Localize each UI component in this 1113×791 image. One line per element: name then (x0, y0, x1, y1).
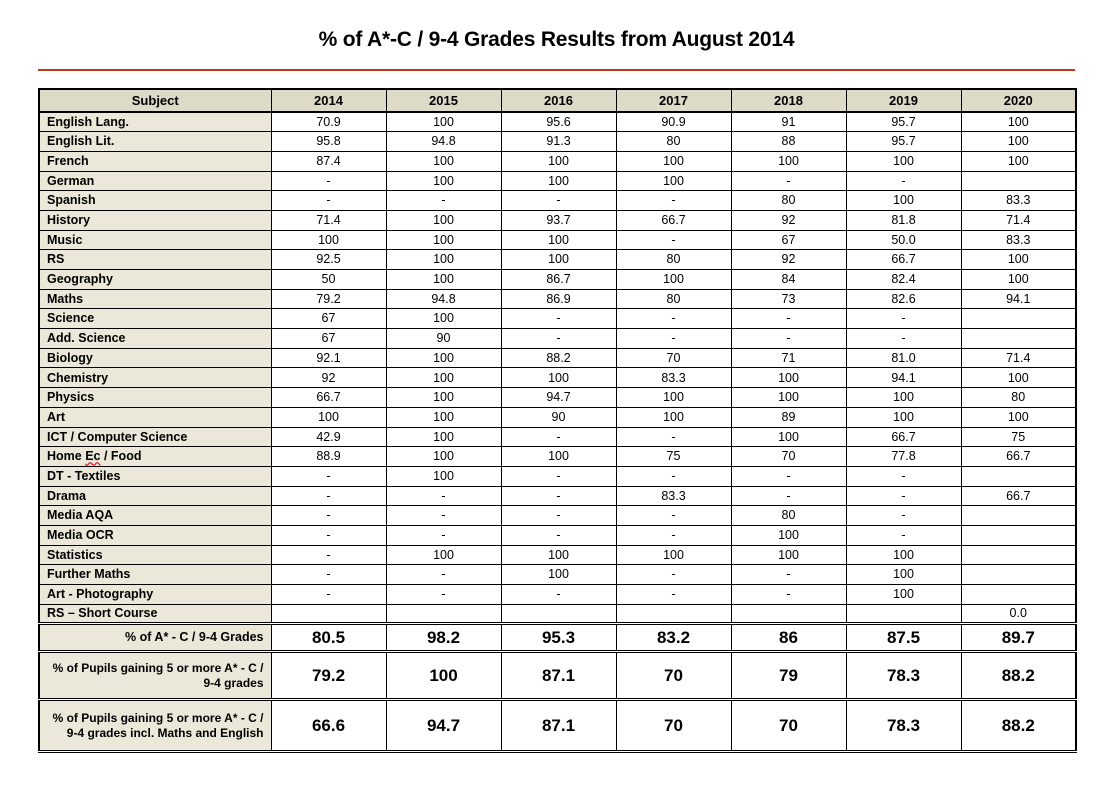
subject-label: Statistics (39, 545, 271, 565)
grade-cell-2018: 73 (731, 289, 846, 309)
summary-value-2016: 95.3 (501, 624, 616, 652)
table-row (39, 388, 1076, 408)
table-row (39, 486, 1076, 506)
grade-cell-2014: - (271, 191, 386, 211)
table-row (39, 466, 1076, 486)
summary-value-2019: 78.3 (846, 700, 961, 752)
subject-label: Further Maths (39, 565, 271, 585)
grade-cell-2017: - (616, 230, 731, 250)
grade-cell-2017: 100 (616, 151, 731, 171)
subject-label: ICT / Computer Science (39, 427, 271, 447)
table-row (39, 230, 1076, 250)
grade-cell-2018: 89 (731, 407, 846, 427)
grade-cell-2019: 100 (846, 585, 961, 605)
grade-cell-2017: 83.3 (616, 368, 731, 388)
grade-cell-2017: 100 (616, 270, 731, 290)
grades-table (38, 88, 1077, 753)
grade-cell-2017: - (616, 309, 731, 329)
grade-cell-2015: - (386, 191, 501, 211)
grade-cell-2017: 80 (616, 289, 731, 309)
subject-label: Geography (39, 270, 271, 290)
grade-cell-2016: 100 (501, 250, 616, 270)
grade-cell-2015: 100 (386, 466, 501, 486)
grade-cell-2020: 100 (961, 368, 1076, 388)
grade-cell-2019: 100 (846, 191, 961, 211)
subject-label: RS (39, 250, 271, 270)
subject-label: Spanish (39, 191, 271, 211)
grade-cell-2014: 92.1 (271, 348, 386, 368)
grade-cell-2017: - (616, 329, 731, 349)
grade-cell-2017: - (616, 191, 731, 211)
table-row (39, 368, 1076, 388)
table-row (39, 604, 1076, 624)
grade-cell-2019: 77.8 (846, 447, 961, 467)
grade-cell-2020 (961, 506, 1076, 526)
grade-cell-2015: - (386, 506, 501, 526)
grade-cell-2015: - (386, 565, 501, 585)
grade-cell-2018: - (731, 486, 846, 506)
grade-cell-2017: - (616, 565, 731, 585)
grade-cell-2014 (271, 604, 386, 624)
grade-cell-2019: 66.7 (846, 427, 961, 447)
grade-cell-2016: 95.6 (501, 112, 616, 132)
table-row (39, 585, 1076, 605)
grade-cell-2015: - (386, 486, 501, 506)
grade-cell-2019: 50.0 (846, 230, 961, 250)
grade-cell-2016: - (501, 329, 616, 349)
table-row (39, 506, 1076, 526)
grade-cell-2018: 100 (731, 545, 846, 565)
grade-cell-2015: 100 (386, 230, 501, 250)
grade-cell-2015: 100 (386, 545, 501, 565)
summary-value-2014: 80.5 (271, 624, 386, 652)
summary-value-2020: 89.7 (961, 624, 1076, 652)
grade-cell-2019: - (846, 171, 961, 191)
grade-cell-2016: - (501, 585, 616, 605)
grade-cell-2017: 80 (616, 132, 731, 152)
table-row (39, 270, 1076, 290)
table-row (39, 191, 1076, 211)
grade-cell-2017: 83.3 (616, 486, 731, 506)
grade-cell-2019: 100 (846, 407, 961, 427)
grade-cell-2020 (961, 466, 1076, 486)
grade-cell-2018: 100 (731, 388, 846, 408)
grade-cell-2015: 90 (386, 329, 501, 349)
table-row (39, 309, 1076, 329)
table-row (39, 427, 1076, 447)
grade-cell-2014: 42.9 (271, 427, 386, 447)
grade-cell-2020: 71.4 (961, 348, 1076, 368)
grade-cell-2020: 100 (961, 112, 1076, 132)
grade-cell-2016: 86.7 (501, 270, 616, 290)
grade-cell-2016: - (501, 309, 616, 329)
grade-cell-2015: 100 (386, 407, 501, 427)
table-row (39, 545, 1076, 565)
header-row (39, 89, 1076, 112)
grade-cell-2016: 91.3 (501, 132, 616, 152)
grade-cell-2018: 100 (731, 427, 846, 447)
grade-cell-2018: - (731, 329, 846, 349)
grade-cell-2016: 90 (501, 407, 616, 427)
grade-cell-2017: 80 (616, 250, 731, 270)
grade-cell-2015: - (386, 525, 501, 545)
grade-cell-2017: 75 (616, 447, 731, 467)
column-header-2015: 2015 (386, 89, 501, 112)
summary-row (39, 700, 1076, 752)
grade-cell-2018: 92 (731, 250, 846, 270)
grade-cell-2018: - (731, 309, 846, 329)
table-row (39, 132, 1076, 152)
summary-value-2020: 88.2 (961, 652, 1076, 700)
grade-cell-2020: 100 (961, 270, 1076, 290)
grade-cell-2018: - (731, 466, 846, 486)
grade-cell-2014: 67 (271, 329, 386, 349)
subject-label: Maths (39, 289, 271, 309)
table-row (39, 210, 1076, 230)
grade-cell-2017 (616, 604, 731, 624)
subject-label: DT - Textiles (39, 466, 271, 486)
grade-cell-2014: - (271, 466, 386, 486)
column-header-2020: 2020 (961, 89, 1076, 112)
table-row (39, 407, 1076, 427)
grade-cell-2020 (961, 585, 1076, 605)
grade-cell-2020: 66.7 (961, 486, 1076, 506)
grade-cell-2018: 88 (731, 132, 846, 152)
summary-value-2018: 79 (731, 652, 846, 700)
grade-cell-2017: 100 (616, 407, 731, 427)
summary-value-2015: 94.7 (386, 700, 501, 752)
subject-label: Art (39, 407, 271, 427)
grade-cell-2017: - (616, 466, 731, 486)
summary-value-2019: 87.5 (846, 624, 961, 652)
grade-cell-2015: 100 (386, 171, 501, 191)
grade-cell-2014: - (271, 525, 386, 545)
grade-cell-2020 (961, 329, 1076, 349)
grade-cell-2016: 100 (501, 565, 616, 585)
grade-cell-2019: 66.7 (846, 250, 961, 270)
summary-label: % of Pupils gaining 5 or more A* - C / 9-4 grades (39, 652, 271, 700)
grade-cell-2014: 87.4 (271, 151, 386, 171)
grade-cell-2015: - (386, 585, 501, 605)
summary-value-2017: 70 (616, 652, 731, 700)
grade-cell-2018: 100 (731, 151, 846, 171)
grade-cell-2017: - (616, 427, 731, 447)
title-divider-rule (38, 69, 1075, 71)
summary-label: % of A* - C / 9-4 Grades (39, 624, 271, 652)
grade-cell-2019: - (846, 525, 961, 545)
grade-cell-2018: 71 (731, 348, 846, 368)
grade-cell-2016: - (501, 466, 616, 486)
grade-cell-2019: - (846, 466, 961, 486)
grade-cell-2017: 100 (616, 388, 731, 408)
table-row (39, 112, 1076, 132)
subject-label: Biology (39, 348, 271, 368)
grade-cell-2016: 94.7 (501, 388, 616, 408)
table-row (39, 329, 1076, 349)
grade-cell-2014: - (271, 486, 386, 506)
summary-label: % of Pupils gaining 5 or more A* - C / 9-4 grades incl. Maths and English (39, 700, 271, 752)
grade-cell-2015: 100 (386, 427, 501, 447)
subject-label: History (39, 210, 271, 230)
grade-cell-2018: 91 (731, 112, 846, 132)
column-header-2018: 2018 (731, 89, 846, 112)
grade-cell-2016: - (501, 525, 616, 545)
table-row (39, 151, 1076, 171)
grade-cell-2017: - (616, 506, 731, 526)
grade-cell-2017: 66.7 (616, 210, 731, 230)
table-body (39, 112, 1076, 752)
table-row (39, 525, 1076, 545)
column-header-2016: 2016 (501, 89, 616, 112)
grade-cell-2014: 88.9 (271, 447, 386, 467)
grade-cell-2014: - (271, 171, 386, 191)
grade-cell-2019: 100 (846, 545, 961, 565)
grade-cell-2019: - (846, 329, 961, 349)
grade-cell-2015: 100 (386, 112, 501, 132)
grade-cell-2014: 50 (271, 270, 386, 290)
table-header (39, 89, 1076, 112)
summary-value-2015: 100 (386, 652, 501, 700)
page-title: % of A*-C / 9-4 Grades Results from August 2014 (318, 28, 795, 51)
grade-cell-2017: 100 (616, 171, 731, 191)
grade-cell-2018: 70 (731, 447, 846, 467)
grade-cell-2018: 100 (731, 525, 846, 545)
grade-cell-2019: 100 (846, 388, 961, 408)
grade-cell-2014: 100 (271, 230, 386, 250)
grade-cell-2015: 100 (386, 348, 501, 368)
column-header-2017: 2017 (616, 89, 731, 112)
grade-cell-2014: 79.2 (271, 289, 386, 309)
grade-cell-2017: 90.9 (616, 112, 731, 132)
grade-cell-2015: 94.8 (386, 132, 501, 152)
subject-label: Add. Science (39, 329, 271, 349)
grade-cell-2018: 100 (731, 368, 846, 388)
grade-cell-2020 (961, 545, 1076, 565)
grade-cell-2020: 0.0 (961, 604, 1076, 624)
subject-label: Science (39, 309, 271, 329)
grade-cell-2017: 100 (616, 545, 731, 565)
grade-cell-2019: 100 (846, 565, 961, 585)
grade-cell-2019: 82.4 (846, 270, 961, 290)
grade-cell-2015: 100 (386, 250, 501, 270)
grade-cell-2016: - (501, 427, 616, 447)
grade-cell-2016: - (501, 486, 616, 506)
grade-cell-2020: 100 (961, 407, 1076, 427)
subject-label: Art - Photography (39, 585, 271, 605)
grade-cell-2014: - (271, 565, 386, 585)
grade-cell-2015: 100 (386, 388, 501, 408)
grade-cell-2018: - (731, 565, 846, 585)
grade-cell-2019: 95.7 (846, 132, 961, 152)
summary-value-2020: 88.2 (961, 700, 1076, 752)
table-row (39, 171, 1076, 191)
grade-cell-2016: 100 (501, 151, 616, 171)
grade-cell-2015: 100 (386, 447, 501, 467)
summary-value-2019: 78.3 (846, 652, 961, 700)
subject-label: Media OCR (39, 525, 271, 545)
grade-cell-2016: 100 (501, 230, 616, 250)
grade-cell-2014: - (271, 545, 386, 565)
grade-cell-2016: 88.2 (501, 348, 616, 368)
grade-cell-2016: - (501, 506, 616, 526)
grade-cell-2017: - (616, 525, 731, 545)
grade-cell-2017: - (616, 585, 731, 605)
summary-value-2018: 86 (731, 624, 846, 652)
grade-cell-2016: 100 (501, 447, 616, 467)
grade-cell-2016: 100 (501, 171, 616, 191)
grade-cell-2014: 67 (271, 309, 386, 329)
grade-cell-2020: 83.3 (961, 230, 1076, 250)
grade-cell-2015: 100 (386, 368, 501, 388)
grade-cell-2015: 100 (386, 151, 501, 171)
grade-cell-2020: 100 (961, 132, 1076, 152)
table-row (39, 250, 1076, 270)
grade-cell-2020 (961, 565, 1076, 585)
grade-cell-2014: 66.7 (271, 388, 386, 408)
grade-cell-2018: 80 (731, 506, 846, 526)
grade-cell-2016: 86.9 (501, 289, 616, 309)
subject-label: RS – Short Course (39, 604, 271, 624)
grade-cell-2014: - (271, 506, 386, 526)
subject-label: French (39, 151, 271, 171)
grade-cell-2015: 100 (386, 210, 501, 230)
grade-cell-2020 (961, 309, 1076, 329)
grade-cell-2018 (731, 604, 846, 624)
summary-value-2016: 87.1 (501, 652, 616, 700)
summary-value-2016: 87.1 (501, 700, 616, 752)
grade-cell-2019: 94.1 (846, 368, 961, 388)
grade-cell-2014: 92.5 (271, 250, 386, 270)
subject-label: Physics (39, 388, 271, 408)
grade-cell-2020: 80 (961, 388, 1076, 408)
subject-label: Media AQA (39, 506, 271, 526)
grade-cell-2014: 95.8 (271, 132, 386, 152)
grade-cell-2016: 100 (501, 368, 616, 388)
grade-cell-2020: 100 (961, 250, 1076, 270)
grade-cell-2018: 80 (731, 191, 846, 211)
grade-cell-2020: 66.7 (961, 447, 1076, 467)
grade-cell-2019 (846, 604, 961, 624)
column-header-subject: Subject (39, 89, 271, 112)
grade-cell-2018: 67 (731, 230, 846, 250)
grade-cell-2019: - (846, 309, 961, 329)
grade-cell-2020 (961, 171, 1076, 191)
grade-cell-2014: 92 (271, 368, 386, 388)
subject-label: Drama (39, 486, 271, 506)
grade-cell-2016: 100 (501, 545, 616, 565)
subject-label: Home Ec / Food (39, 447, 271, 467)
grade-cell-2015: 94.8 (386, 289, 501, 309)
table-row (39, 447, 1076, 467)
subject-label: Chemistry (39, 368, 271, 388)
column-header-2014: 2014 (271, 89, 386, 112)
grade-cell-2020: 75 (961, 427, 1076, 447)
grade-cell-2016: 93.7 (501, 210, 616, 230)
grade-cell-2018: - (731, 585, 846, 605)
grade-cell-2014: - (271, 585, 386, 605)
grade-cell-2020: 94.1 (961, 289, 1076, 309)
grade-cell-2019: 82.6 (846, 289, 961, 309)
grade-cell-2020: 71.4 (961, 210, 1076, 230)
grade-cell-2020: 83.3 (961, 191, 1076, 211)
grade-cell-2019: - (846, 486, 961, 506)
grade-cell-2014: 70.9 (271, 112, 386, 132)
grade-cell-2019: 100 (846, 151, 961, 171)
grade-cell-2017: 70 (616, 348, 731, 368)
grade-cell-2018: 84 (731, 270, 846, 290)
summary-value-2014: 66.6 (271, 700, 386, 752)
column-header-2019: 2019 (846, 89, 961, 112)
summary-value-2017: 83.2 (616, 624, 731, 652)
subject-label: German (39, 171, 271, 191)
summary-row (39, 652, 1076, 700)
grade-cell-2020 (961, 525, 1076, 545)
grade-cell-2019: 81.8 (846, 210, 961, 230)
summary-value-2018: 70 (731, 700, 846, 752)
grade-cell-2016: - (501, 191, 616, 211)
grade-cell-2015: 100 (386, 309, 501, 329)
grade-cell-2014: 100 (271, 407, 386, 427)
grade-cell-2014: 71.4 (271, 210, 386, 230)
summary-value-2014: 79.2 (271, 652, 386, 700)
subject-label: English Lit. (39, 132, 271, 152)
grade-cell-2020: 100 (961, 151, 1076, 171)
grades-table-container (38, 88, 1075, 753)
grade-cell-2016 (501, 604, 616, 624)
table-row (39, 289, 1076, 309)
subject-label: Music (39, 230, 271, 250)
grade-cell-2015: 100 (386, 270, 501, 290)
grade-cell-2019: 81.0 (846, 348, 961, 368)
grade-cell-2015 (386, 604, 501, 624)
grade-cell-2019: - (846, 506, 961, 526)
grade-cell-2019: 95.7 (846, 112, 961, 132)
spellcheck-underlined-word: Ec (85, 449, 101, 464)
table-row (39, 565, 1076, 585)
summary-value-2017: 70 (616, 700, 731, 752)
subject-label: English Lang. (39, 112, 271, 132)
grade-cell-2018: - (731, 171, 846, 191)
summary-value-2015: 98.2 (386, 624, 501, 652)
summary-row (39, 624, 1076, 652)
grade-cell-2018: 92 (731, 210, 846, 230)
table-row (39, 348, 1076, 368)
